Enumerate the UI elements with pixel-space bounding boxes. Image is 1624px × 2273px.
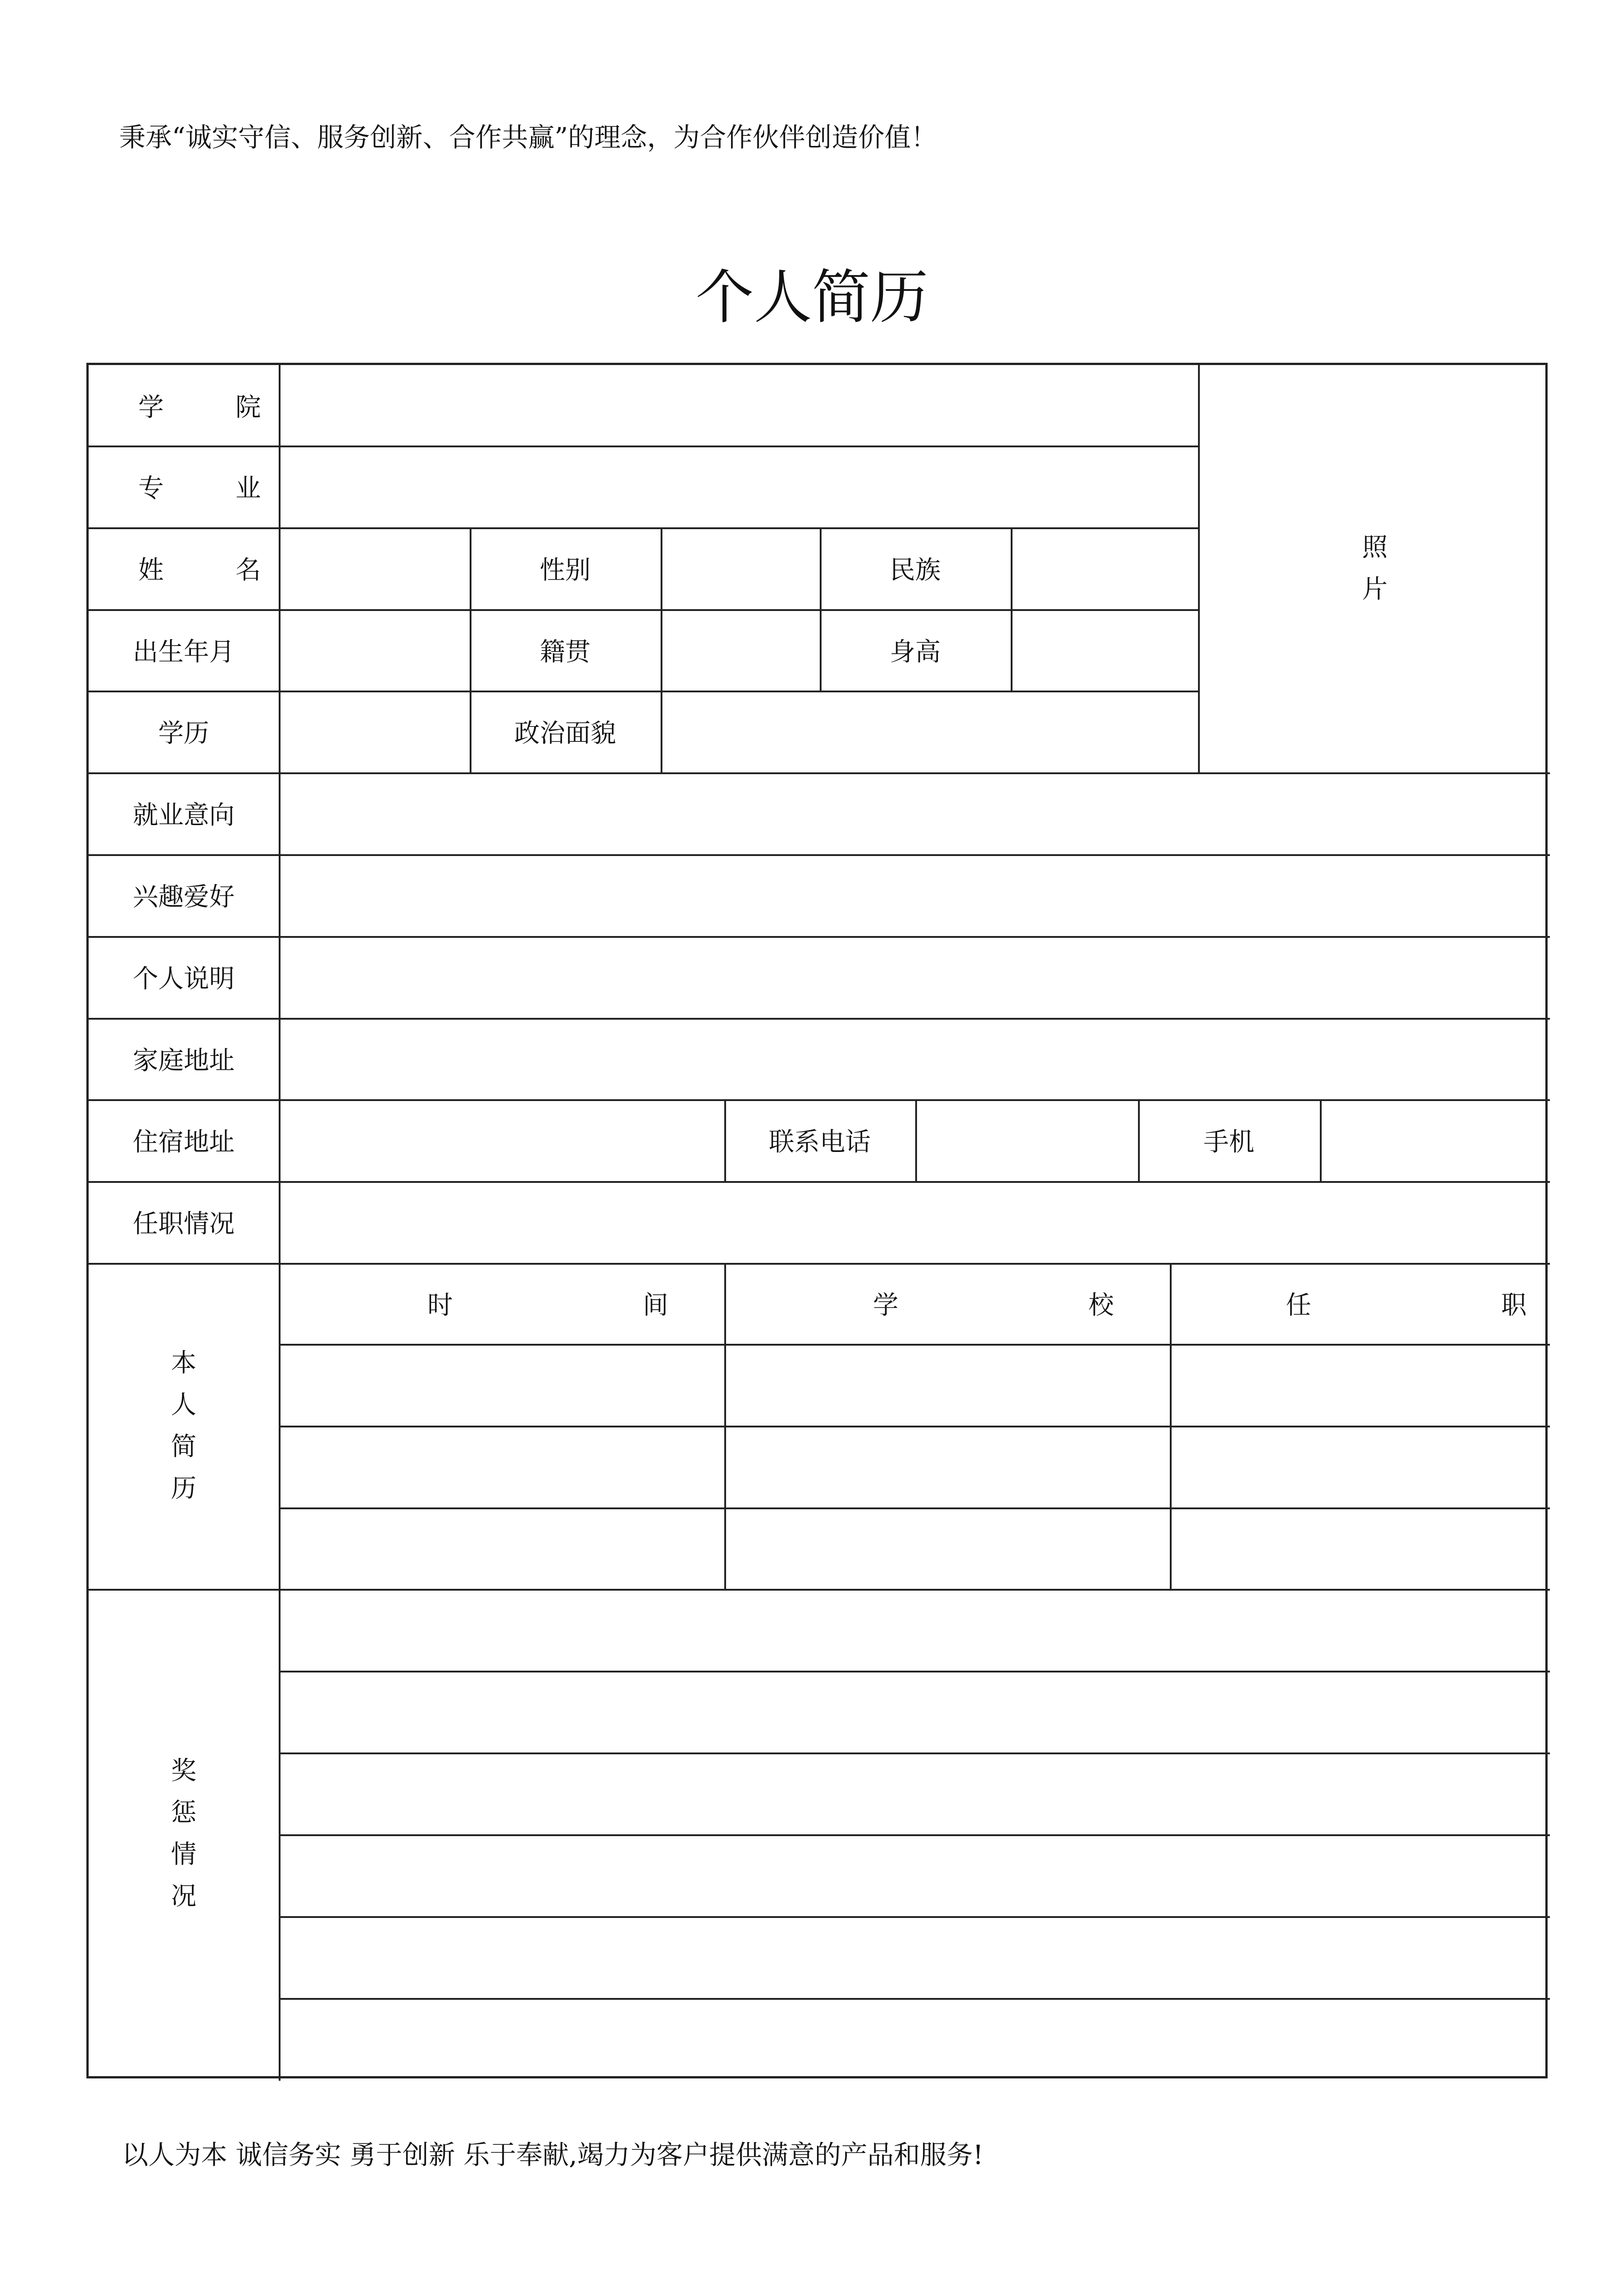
career-intent-field[interactable] [281, 774, 1550, 854]
contact-phone-field[interactable] [917, 1101, 1138, 1181]
awards-label-char: 奖 [171, 1756, 196, 1786]
awards-row-field[interactable] [281, 1754, 1550, 1834]
hobbies-field[interactable] [281, 856, 1550, 936]
awards-row-field[interactable] [281, 2000, 1550, 2078]
resume-form-table [86, 363, 1618, 2078]
awards-label-char: 情 [171, 1839, 196, 1869]
college-field[interactable] [281, 365, 1198, 446]
resume-school-field[interactable] [726, 1509, 1170, 1589]
political-status-label: 政治面貌 [514, 719, 616, 748]
hobbies-label: 兴趣爱好 [133, 882, 235, 912]
home-address-field[interactable] [281, 1020, 1550, 1099]
footer-slogan: 以人为本 诚信务实 勇于创新 乐于奉献,竭力为客户提供满意的产品和服务! [122, 2139, 984, 2170]
college-label: 学 院 [138, 392, 293, 422]
dorm-address-label: 住宿地址 [133, 1127, 235, 1157]
resume-label-char: 本 [171, 1348, 196, 1378]
photo-label-char: 照 [1362, 533, 1388, 562]
education-label: 学历 [158, 719, 209, 748]
photo-label-char: 片 [1362, 575, 1388, 604]
self-intro-field[interactable] [281, 938, 1550, 1018]
resume-label-char: 人 [171, 1390, 196, 1420]
resume-header-position: 任 职 [1286, 1291, 1618, 1320]
resume-section-label [89, 1263, 279, 1589]
header-slogan: 秉承“诚实守信、服务创新、合作共赢”的理念，为合作伙伴创造价值！ [119, 122, 937, 153]
contact-phone-label: 联系电话 [769, 1127, 871, 1157]
resume-school-field[interactable] [726, 1346, 1170, 1426]
positions-field[interactable] [281, 1183, 1550, 1263]
birth-date-label: 出生年月 [133, 637, 235, 667]
resume-position-field[interactable] [1172, 1427, 1550, 1507]
awards-row-field[interactable] [281, 1918, 1550, 1998]
awards-row-field[interactable] [281, 1672, 1550, 1752]
awards-row-field[interactable] [281, 1591, 1550, 1671]
gender-label: 性别 [540, 556, 591, 585]
gender-field[interactable] [662, 529, 820, 609]
resume-position-field[interactable] [1172, 1346, 1550, 1426]
name-label: 姓 名 [138, 556, 293, 585]
height-label: 身高 [890, 637, 941, 667]
resume-position-field[interactable] [1172, 1509, 1550, 1589]
resume-label-char: 简 [171, 1432, 196, 1462]
resume-time-field[interactable] [281, 1346, 724, 1426]
resume-label-char: 历 [171, 1473, 196, 1503]
resume-school-field[interactable] [726, 1427, 1170, 1507]
awards-section-label [89, 1589, 279, 2078]
page-title: 个人简历 [695, 264, 928, 331]
photo-placeholder [1200, 365, 1550, 772]
resume-time-field[interactable] [281, 1509, 724, 1589]
career-intent-label: 就业意向 [133, 801, 235, 830]
self-intro-label: 个人说明 [133, 964, 235, 994]
resume-header-time: 时 间 [427, 1291, 759, 1320]
native-place-field[interactable] [662, 611, 820, 691]
awards-label-char: 况 [171, 1881, 196, 1911]
major-field[interactable] [281, 447, 1198, 527]
native-place-label: 籍贯 [540, 637, 591, 667]
home-address-label: 家庭地址 [133, 1046, 235, 1076]
resume-time-field[interactable] [281, 1427, 724, 1507]
dorm-address-field[interactable] [281, 1101, 724, 1181]
mobile-label: 手机 [1203, 1127, 1254, 1157]
ethnicity-field[interactable] [1012, 529, 1198, 609]
mobile-field[interactable] [1322, 1101, 1550, 1181]
awards-label-char: 惩 [171, 1797, 196, 1827]
political-status-field[interactable] [662, 692, 1198, 772]
major-label: 专 业 [138, 474, 293, 503]
awards-row-field[interactable] [281, 1836, 1550, 1916]
ethnicity-label: 民族 [890, 556, 941, 585]
birth-date-field[interactable] [281, 611, 470, 691]
resume-header-school: 学 校 [873, 1291, 1205, 1320]
positions-label: 任职情况 [133, 1209, 235, 1239]
height-field[interactable] [1012, 611, 1198, 691]
name-field[interactable] [281, 529, 470, 609]
education-field[interactable] [281, 692, 470, 772]
